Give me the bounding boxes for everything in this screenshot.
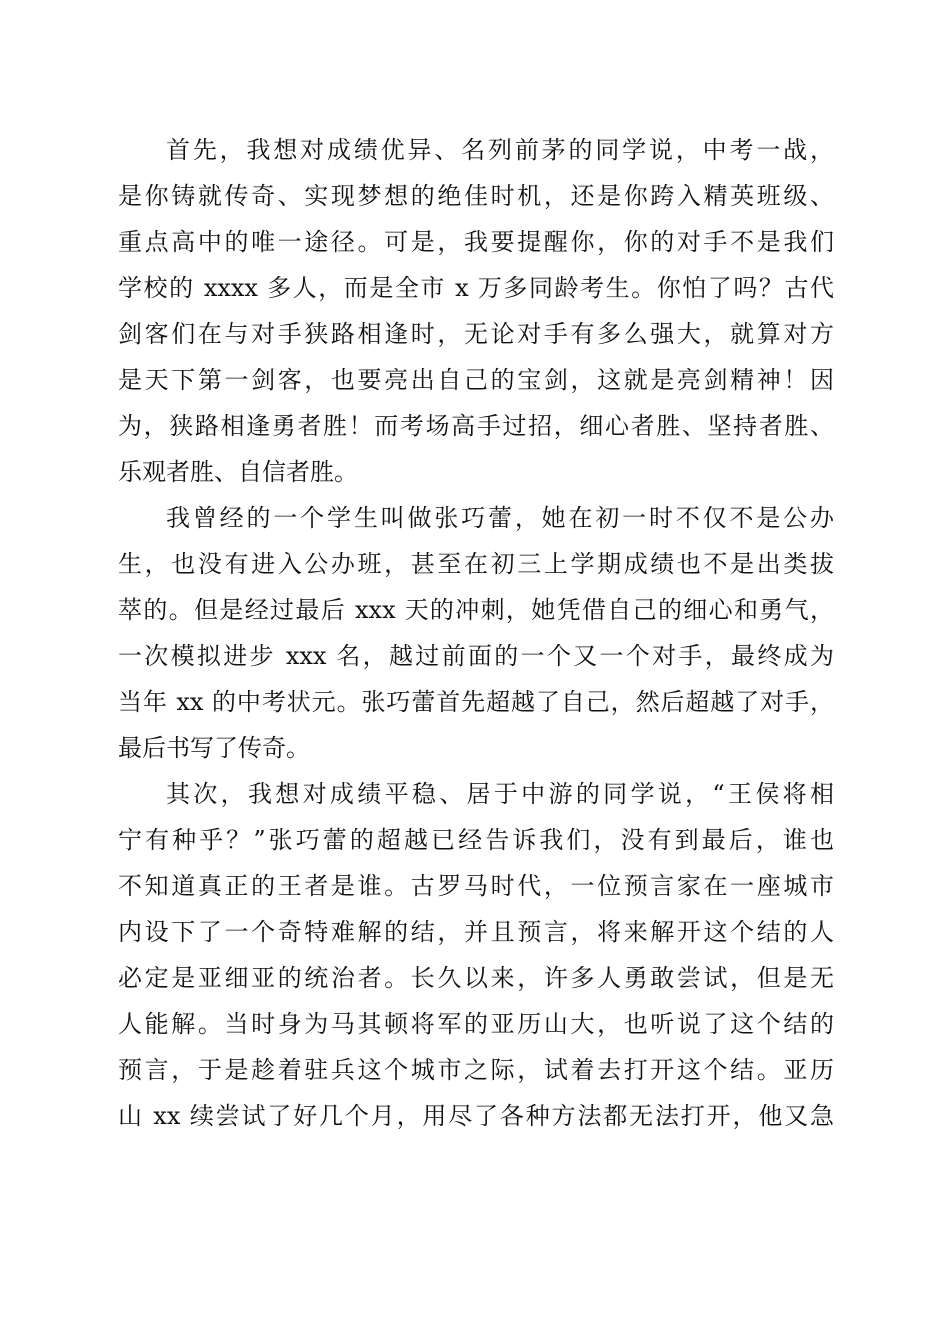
- paragraph-1: [118, 127, 834, 495]
- text-line: 不知道真正的王者是谁。古罗马时代，一位预言家在一座城市: [118, 872, 834, 900]
- text-line: 预言，于是趁着驻兵这个城市之际，试着去打开这个结。亚历: [118, 1056, 834, 1084]
- text-line: 最后书写了传奇。: [118, 734, 310, 762]
- text-line: 是天下第一剑客，也要亮出自己的宝剑，这就是亮剑精神！因: [118, 366, 834, 394]
- text-line: 重点高中的唯一途径。可是，我要提醒你，你的对手不是我们: [118, 228, 834, 256]
- text-line: 萃的。但是经过最后 xxx 天的冲刺，她凭借自己的细心和勇气，: [118, 596, 834, 624]
- text-line: 首先，我想对成绩优异、名列前茅的同学说，中考一战，: [166, 136, 834, 164]
- text-line: 我曾经的一个学生叫做张巧蕾，她在初一时不仅不是公办: [166, 504, 834, 532]
- text-line: 其次，我想对成绩平稳、居于中游的同学说，“王侯将相: [166, 780, 834, 808]
- text-line: 内设下了一个奇特难解的结，并且预言，将来解开这个结的人: [118, 918, 834, 946]
- text-line: 人能解。当时身为马其顿将军的亚历山大，也听说了这个结的: [118, 1010, 834, 1038]
- text-line: 一次模拟进步 xxx 名，越过前面的一个又一个对手，最终成为: [118, 642, 834, 670]
- text-line: 乐观者胜、自信者胜。: [118, 458, 358, 486]
- text-line: 是你铸就传奇、实现梦想的绝佳时机，还是你跨入精英班级、: [118, 182, 834, 210]
- text-line: 学校的 xxxx 多人，而是全市 x 万多同龄考生。你怕了吗？古代: [118, 274, 834, 302]
- text-line: 当年 xx 的中考状元。张巧蕾首先超越了自己，然后超越了对手，: [118, 688, 834, 716]
- document-body: [118, 127, 834, 1139]
- paragraph-2: [118, 495, 834, 771]
- text-line: 生，也没有进入公办班，甚至在初三上学期成绩也不是出类拔: [118, 550, 834, 578]
- text-line: 宁有种乎？”张巧蕾的超越已经告诉我们，没有到最后，谁也: [118, 826, 834, 854]
- text-line: 必定是亚细亚的统治者。长久以来，许多人勇敢尝试，但是无: [118, 964, 834, 992]
- text-line: 剑客们在与对手狭路相逢时，无论对手有多么强大，就算对方: [118, 320, 834, 348]
- paragraph-3: [118, 771, 834, 1139]
- text-line: 山 xx 续尝试了好几个月，用尽了各种方法都无法打开，他又急: [118, 1102, 834, 1130]
- text-line: 为，狭路相逢勇者胜！而考场高手过招，细心者胜、坚持者胜、: [118, 412, 834, 440]
